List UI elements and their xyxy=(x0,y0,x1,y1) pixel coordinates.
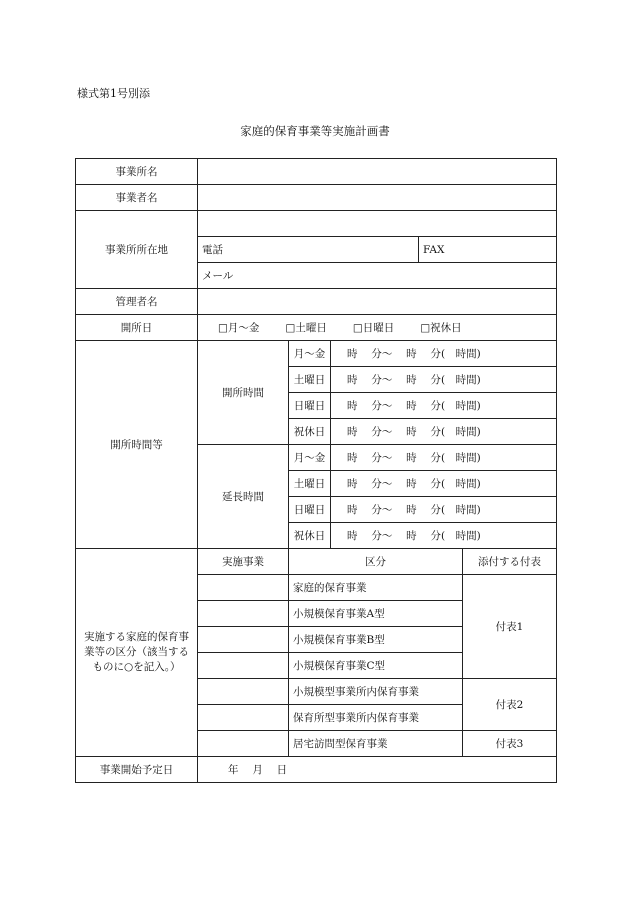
checkbox-saturday[interactable]: □土曜日 xyxy=(285,322,327,334)
day-label: 月～金 xyxy=(289,341,331,367)
time-template: 時 分～ 時 分( 時間) xyxy=(347,452,481,464)
day-label: 日曜日 xyxy=(289,497,331,523)
attached-table: 付表2 xyxy=(463,679,557,731)
category-name: 小規模型事業所内保育事業 xyxy=(289,679,463,705)
category-name: 家庭的保育事業 xyxy=(289,575,463,601)
address-field[interactable] xyxy=(198,211,557,237)
extended-hours-label: 延長時間 xyxy=(198,445,289,549)
checkbox-sunday[interactable]: □日曜日 xyxy=(352,322,395,334)
manager-label: 管理者名 xyxy=(76,289,198,315)
attached-table: 付表3 xyxy=(463,731,557,757)
time-entry[interactable] xyxy=(331,367,557,393)
time-template: 時 分～ 時 分( 時間) xyxy=(347,348,481,360)
time-entry[interactable] xyxy=(331,445,557,471)
office-name-label: 事業所名 xyxy=(76,159,198,185)
start-date-field[interactable] xyxy=(198,757,557,783)
implemented-mark-field[interactable] xyxy=(198,653,289,679)
fax-field[interactable] xyxy=(419,237,557,263)
form-number: 様式第1号別添 xyxy=(77,87,150,100)
classification-label: 実施する家庭的保育事業等の区分（該当するものに○を記入。） xyxy=(76,549,198,757)
open-days-options xyxy=(198,315,557,341)
attached-table: 付表1 xyxy=(463,575,557,679)
day-label: 土曜日 xyxy=(289,367,331,393)
category-name: 小規模保育事業A型 xyxy=(289,601,463,627)
category-header: 区分 xyxy=(289,549,463,575)
fax-label: FAX xyxy=(423,243,445,256)
document-title: 家庭的保育事業等実施計画書 xyxy=(240,124,390,138)
operator-name-label: 事業者名 xyxy=(76,185,198,211)
implemented-mark-field[interactable] xyxy=(198,731,289,757)
day-label: 祝休日 xyxy=(289,419,331,445)
time-template: 時 分～ 時 分( 時間) xyxy=(347,374,481,386)
time-template: 時 分～ 時 分( 時間) xyxy=(347,426,481,438)
category-name: 小規模保育事業C型 xyxy=(289,653,463,679)
implemented-mark-field[interactable] xyxy=(198,601,289,627)
time-entry[interactable] xyxy=(331,341,557,367)
category-name: 保育所型事業所内保育事業 xyxy=(289,705,463,731)
plan-form-table xyxy=(75,158,557,783)
attached-table-header: 添付する付表 xyxy=(463,549,557,575)
start-date-format: 年 月 日 xyxy=(228,764,288,776)
category-name: 小規模保育事業B型 xyxy=(289,627,463,653)
opening-hours-group-label: 開所時間等 xyxy=(76,341,198,549)
time-entry[interactable] xyxy=(331,497,557,523)
time-entry[interactable] xyxy=(331,523,557,549)
time-entry[interactable] xyxy=(331,471,557,497)
start-date-label: 事業開始予定日 xyxy=(76,757,198,783)
implemented-mark-field[interactable] xyxy=(198,627,289,653)
email-label: メール xyxy=(202,270,234,282)
office-name-field[interactable] xyxy=(198,159,557,185)
time-template: 時 分～ 時 分( 時間) xyxy=(347,478,481,490)
day-label: 月～金 xyxy=(289,445,331,471)
operator-name-field[interactable] xyxy=(198,185,557,211)
email-field[interactable] xyxy=(198,263,557,289)
phone-field[interactable] xyxy=(198,237,419,263)
implemented-mark-field[interactable] xyxy=(198,679,289,705)
checkbox-weekdays[interactable]: □月～金 xyxy=(218,322,260,334)
time-entry[interactable] xyxy=(331,419,557,445)
implemented-header: 実施事業 xyxy=(198,549,289,575)
category-name: 居宅訪問型保育事業 xyxy=(289,731,463,757)
implemented-mark-field[interactable] xyxy=(198,575,289,601)
address-label: 事業所所在地 xyxy=(76,211,198,289)
day-label: 土曜日 xyxy=(289,471,331,497)
opening-hours-label: 開所時間 xyxy=(198,341,289,445)
time-template: 時 分～ 時 分( 時間) xyxy=(347,530,481,542)
checkbox-holiday[interactable]: □祝休日 xyxy=(420,322,462,334)
time-template: 時 分～ 時 分( 時間) xyxy=(347,504,481,516)
phone-label: 電話 xyxy=(202,244,223,256)
implemented-mark-field[interactable] xyxy=(198,705,289,731)
time-template: 時 分～ 時 分( 時間) xyxy=(347,400,481,412)
day-label: 祝休日 xyxy=(289,523,331,549)
open-days-label: 開所日 xyxy=(76,315,198,341)
time-entry[interactable] xyxy=(331,393,557,419)
day-label: 日曜日 xyxy=(289,393,331,419)
manager-field[interactable] xyxy=(198,289,557,315)
